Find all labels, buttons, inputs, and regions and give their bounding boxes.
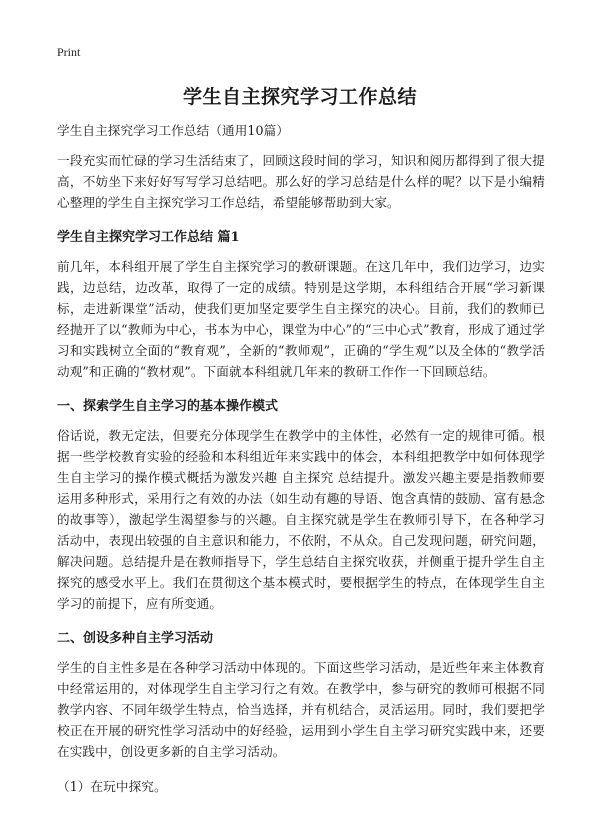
paragraph-create-activities: 学生的自主性多是在各种学习活动中体现的。下面这些学习活动，是近些年来主体教育中经常运用的，对体现学生自主学习行之有效。在教学中，参与研究的教师可根据不同教学内容、不同年级学生特点，恰当选择，并有机结合，灵活运用。同时，我们要把学校正在开展的研究性学习活动中的好经验，运用到小学生自主学习研究实践中来，还要在实践中，创设更多新的自主学习活动。 — [57, 660, 545, 759]
document-title: 学生自主探究学习工作总结 — [182, 86, 417, 108]
document-subtitle: 学生自主探究学习工作总结（通用10篇） — [57, 123, 290, 138]
document-body — [57, 120, 545, 797]
subheading-explore-mode: 一、探索学生自主学习的基本操作模式 — [57, 399, 279, 414]
subheading-create-activities: 二、创设多种自主学习活动 — [57, 631, 214, 646]
section-paragraph-1: 前几年，本科组开展了学生自主探究学习的教研课题。在这几年中，我们边学习，边实践，边总结，边改革，取得了一定的成绩。特别是这学期，本科组结合开展“学习新课标，走进新课堂”活动，使我们更加坚定要学生自主探究的决心。目前，我们的教师已经抛开了以“教师为中心，书本为中心，课堂为中心”的“三中心式”教育，形成了通过学习和实践树立全面的“教育观”，全新的“教师观”，正确的“学生观”以及全体的“教学活动观”和正确的“教材观”。下面就本科组就几年来的教研工作作一下回顾总结。 — [57, 259, 545, 379]
section-heading-1: 学生自主探究学习工作总结 篇1 — [57, 230, 240, 245]
list-item-explore-in-play: （1）在玩中探究。 — [57, 779, 167, 794]
paragraph-explore-mode: 俗话说，教无定法，但要充分体现学生在教学中的主体性，必然有一定的规律可循。根据一些学校教育实验的经验和本科组近年来实践中的体会，本科组把教学中如何体现学生自主学习的操作模式概括为激发兴趣 自主探究 总结提升。激发兴趣主要是指教师要运用多种形式，采用行之有效的办法（如生动有趣的导语、饱含真情的鼓励、富有悬念的故事等），激起学生渴望参与的兴趣。自主探究就是学生在教师引导下，在各种学习活动中，表现出较强的自主意识和能力，不依附，不从众。自己发现问题，研究问题，解决问题。总结提升是在教师指导下，学生总结自主探究收获，并侧重于提升学生自主探究的感受水平上。我们在贯彻这个基本模式时，要根据学生的特点，在体现学生自主学习的前提下，应有所变通。 — [57, 428, 545, 611]
print-link[interactable]: Print — [57, 45, 81, 59]
intro-paragraph: 一段充实而忙碌的学习生活结束了，回顾这段时间的学习，知识和阅历都得到了很大提高，不妨坐下来好好写写学习总结吧。那么好的学习总结是什么样的呢？以下是小编精心整理的学生自主探究学习工作总结，希望能够帮助到大家。 — [57, 153, 545, 210]
